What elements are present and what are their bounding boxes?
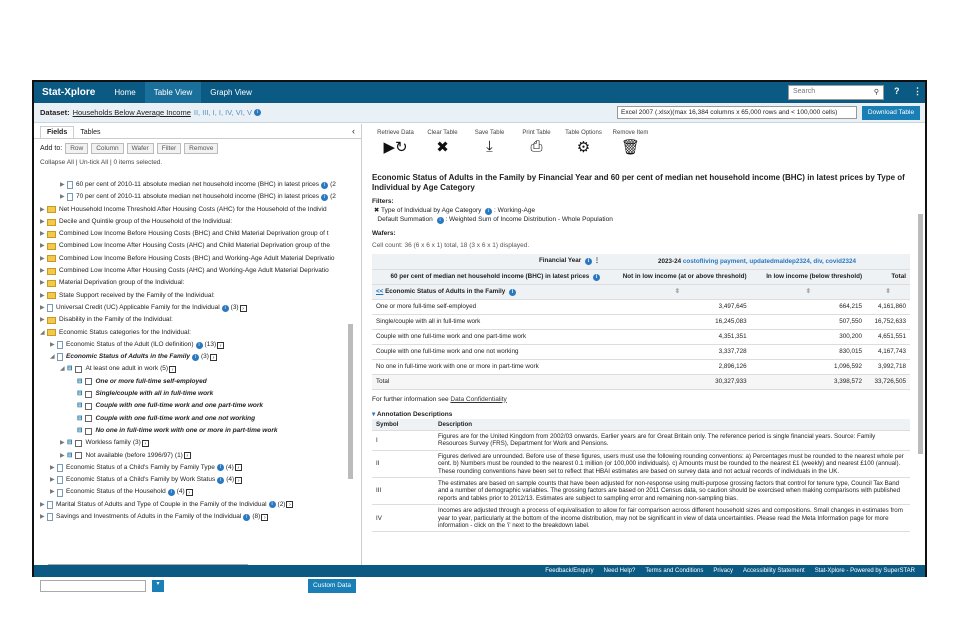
toolbar-button[interactable] <box>466 130 513 170</box>
equals-icon: ⊟ <box>77 402 83 410</box>
arrow-right-icon[interactable]: › <box>235 477 242 484</box>
download-table-button[interactable]: Download Table <box>862 106 920 120</box>
checkbox[interactable] <box>85 378 92 385</box>
financial-year-tags: costofliving payment, updatedmaldep2324, div, covid2324 <box>682 257 856 265</box>
table-cell[interactable]: 3,992,718 <box>866 359 910 374</box>
column-header[interactable]: Total <box>866 269 910 284</box>
table-cell[interactable]: 4,167,743 <box>866 344 910 359</box>
table-cell[interactable]: 1,096,592 <box>751 359 866 374</box>
print-table-icon[interactable]: ⎙ <box>530 138 543 155</box>
row-label[interactable]: Total <box>372 374 604 389</box>
annotation-symbol: IV <box>372 505 434 532</box>
tree-item[interactable] <box>40 339 348 351</box>
table-cell[interactable]: 16,752,633 <box>866 314 910 329</box>
arrow-right-icon[interactable]: › <box>186 489 193 496</box>
tree-item-label: 60 per cent of 2010-11 absolute median net household income (BHC) in latest prices <box>76 181 320 188</box>
annotation-symbol: II <box>372 450 434 477</box>
footer-link[interactable]: Stat-Xplore - Powered by SuperSTAR <box>814 568 915 574</box>
tree-item[interactable] <box>40 462 348 474</box>
tree-item-label: Marital Status of Adults and Type of Couple in the Family of the Individual <box>56 500 267 508</box>
collapse-icon[interactable]: ◢ <box>60 366 65 373</box>
info-icon[interactable]: i <box>593 274 600 281</box>
table-row <box>372 314 910 329</box>
sort-icon[interactable]: ⬍ <box>751 284 866 299</box>
item-count: (4) <box>176 488 185 496</box>
footer-link[interactable]: Accessibility Statement <box>743 568 805 574</box>
row-label[interactable]: Couple with one full-time work and one not working <box>372 344 604 359</box>
info-icon[interactable]: i <box>222 305 229 312</box>
tab-tables[interactable]: Tables <box>80 129 101 136</box>
annotation-description: Incomes are adjusted through a process of equivalisation to allow for fair comparison across different household sizes and compositions. Small changes in estimates from year to year, particularly at the bottom of the income distribution, may not be significant in view of data uncertainties. Please read the Meta Information page for more information - click on the 'i' next to the breakdown label. <box>434 505 910 532</box>
document-icon <box>47 501 53 509</box>
annotation-row <box>372 505 910 532</box>
arrow-right-icon[interactable]: › <box>217 342 224 349</box>
item-count: (3) <box>132 439 141 447</box>
table-cell[interactable]: 3,337,728 <box>604 344 751 359</box>
financial-year-value: 2023-24 <box>658 257 682 265</box>
folder-icon <box>47 329 56 336</box>
filters-label: Filters: <box>372 198 394 205</box>
folder-icon <box>47 219 56 226</box>
add-to-label: Add to: <box>40 145 63 152</box>
expand-icon[interactable]: ▶ <box>40 501 45 508</box>
checkbox[interactable] <box>75 366 82 373</box>
item-count: (4) <box>226 476 235 484</box>
info-icon[interactable]: i <box>509 289 516 296</box>
tree-item[interactable] <box>40 499 348 511</box>
table-scrollbar[interactable] <box>918 214 923 454</box>
add-column-button[interactable]: Column <box>91 143 123 154</box>
table-row <box>372 344 910 359</box>
table-panel <box>364 124 925 565</box>
table-toolbar <box>364 124 925 170</box>
tree-item[interactable] <box>40 450 348 462</box>
column-header[interactable]: In low income (below threshold) <box>751 269 866 284</box>
toolbar-button[interactable] <box>560 130 607 170</box>
arrow-right-icon[interactable]: › <box>261 514 268 521</box>
tree-item-label: At least one adult in work <box>85 365 159 373</box>
info-icon[interactable]: i <box>196 342 203 349</box>
item-count: (2) <box>277 500 286 508</box>
item-count: (1) <box>174 451 183 459</box>
expand-icon[interactable]: ▶ <box>40 514 45 521</box>
remove-item-icon[interactable]: 🗑 <box>620 139 641 156</box>
expand-icon[interactable]: ▶ <box>60 440 65 447</box>
nav-home[interactable]: Home <box>114 88 136 97</box>
tree-item-label: Economic Status of the Household <box>66 488 166 496</box>
toolbar-button-label: Save Table <box>474 130 505 136</box>
table-cell[interactable]: 664,215 <box>751 299 866 314</box>
footer-link[interactable]: Privacy <box>713 568 734 574</box>
tree-item[interactable] <box>40 277 348 289</box>
custom-data-input[interactable] <box>40 580 146 592</box>
tab-fields[interactable]: Fields <box>40 126 74 138</box>
top-nav-bar <box>34 82 925 103</box>
row-label[interactable]: No one in full-time work with one or more in part-time work <box>372 359 604 374</box>
filter-summation-value: : Weighted Sum of Income Distribution - Whole Population <box>445 216 613 223</box>
expand-icon[interactable]: ▶ <box>40 280 45 287</box>
tree-item[interactable] <box>40 240 348 252</box>
annotation-row <box>372 477 910 504</box>
tree-item-label: 70 per cent of 2010-11 absolute median net household income (BHC) in latest prices <box>76 193 320 201</box>
tree-item[interactable] <box>40 351 348 363</box>
row-dimension-label[interactable]: Economic Status of Adults in the Family <box>385 287 506 295</box>
table-cell[interactable]: 4,351,351 <box>604 329 751 344</box>
nav-table-view[interactable]: Table View <box>145 82 202 103</box>
document-icon <box>47 304 53 312</box>
toolbar-button[interactable] <box>419 130 466 170</box>
info-icon[interactable]: i <box>321 194 328 201</box>
checkbox[interactable] <box>85 428 92 435</box>
document-icon <box>57 489 63 497</box>
item-count: (2 <box>330 193 336 201</box>
info-icon[interactable]: i <box>168 489 175 496</box>
tree-item[interactable] <box>40 290 348 302</box>
tree-item-label: Not available (before 1996/97) <box>85 451 173 459</box>
tree-item-label: Single/couple with all in full-time work <box>95 390 214 398</box>
toolbar-button[interactable] <box>372 130 419 170</box>
equals-icon: ⊟ <box>77 426 83 434</box>
tree-item-label: Combined Low Income Before Housing Costs (BHC) and Child Material Deprivation group of t <box>59 230 329 238</box>
table-row <box>372 299 910 314</box>
remove-button[interactable]: Remove <box>184 143 218 154</box>
annotations-heading[interactable]: Annotation Descriptions <box>376 410 453 418</box>
tree-item-label: Economic Status of a Child's Family by Work Status <box>66 476 216 484</box>
info-icon[interactable]: i <box>217 464 224 471</box>
toolbar-button-label: Clear Table <box>427 130 458 136</box>
document-icon <box>67 181 73 189</box>
retrieve-data-icon[interactable]: ▶↻ <box>383 139 408 156</box>
tree-item[interactable] <box>40 400 348 412</box>
info-icon[interactable]: i <box>321 182 328 189</box>
expand-icon[interactable]: ▶ <box>40 304 45 311</box>
equals-icon: ⊟ <box>67 365 73 373</box>
footer-link[interactable]: Need Help? <box>603 568 636 574</box>
tree-item-label: Net Household Income Threshold After Housing Costs (AHC) for the Household of the Individ <box>59 205 327 213</box>
panel-tabs <box>34 124 361 139</box>
folder-icon <box>47 280 56 287</box>
expand-icon[interactable]: ▶ <box>40 218 45 225</box>
financial-year-label[interactable]: Financial Year <box>538 257 582 265</box>
table-cell[interactable]: 300,200 <box>751 329 866 344</box>
symbol-header[interactable]: Symbol <box>372 419 434 431</box>
expand-icon[interactable]: ▶ <box>40 255 45 262</box>
table-cell[interactable]: 3,398,572 <box>751 374 866 389</box>
annotation-row <box>372 430 910 450</box>
table-row <box>372 359 910 374</box>
table-header-row: Financial Year i ⋮ 2023-24 costofliving payment, updatedmaldep2324, div, covid2324 <box>372 254 910 269</box>
collapse-all-links[interactable]: Collapse All | Un-tick All | 0 items selected. <box>40 159 163 166</box>
folder-icon <box>47 206 56 213</box>
arrow-right-icon[interactable]: › <box>184 452 191 459</box>
tree-item[interactable] <box>40 363 348 375</box>
footer-bar <box>34 565 925 577</box>
tree-item-label: Material Deprivation group of the Individual: <box>59 279 185 287</box>
table-cell[interactable]: 30,327,933 <box>604 374 751 389</box>
toolbar-button-label: Table Options <box>565 130 602 136</box>
tree-item[interactable] <box>40 314 348 326</box>
tree-item[interactable] <box>40 425 348 437</box>
footer-link[interactable]: Feedback/Enquiry <box>545 568 594 574</box>
equals-icon: ⊟ <box>77 377 83 385</box>
arrow-right-icon[interactable]: › <box>286 501 293 508</box>
tree-item[interactable] <box>40 204 348 216</box>
expand-icon[interactable]: ▶ <box>40 292 45 299</box>
toolbar-button[interactable] <box>513 130 560 170</box>
tree-item[interactable] <box>40 486 348 498</box>
app-window <box>32 80 927 589</box>
item-count: (5) <box>160 365 169 373</box>
document-icon <box>57 353 63 361</box>
annotation-symbol: I <box>372 430 434 450</box>
help-icon[interactable]: ? <box>894 86 900 96</box>
checkbox[interactable] <box>75 440 82 447</box>
annotation-description: The estimates are based on sample counts that have been adjusted for non-response using multi-purpose grossing factors that control for tenure type, Council Tax Band and a number of demographic variables. The grossing factors are based on 2011 Census data, so caution should be exercised when making comparisons with published reports and tables prior to 2012/13. Estimates are subject to sampling error and remaining non-sampling bias. <box>434 477 910 504</box>
expand-icon[interactable]: ▶ <box>40 206 45 213</box>
confidentiality-text: For further information see <box>372 395 449 403</box>
income-dimension-label[interactable]: 60 per cent of median net household income (BHC) in latest prices <box>390 272 590 280</box>
document-icon <box>57 341 63 349</box>
expand-icon[interactable]: ▶ <box>40 243 45 250</box>
chevron-down-icon[interactable]: ▾ <box>372 410 376 418</box>
tree-item[interactable] <box>40 437 348 449</box>
tree-item-label: Economic Status of Adults in the Family <box>66 353 190 361</box>
checkbox[interactable] <box>75 452 82 459</box>
annotation-description: Figures are for the United Kingdom from 2002/03 onwards. Earlier years are for Great Britain only. The reference period is single financial years. Source: Family Resources Survey (FRS), Department for Work and Pensions. <box>434 430 910 450</box>
tree-item[interactable] <box>40 327 348 339</box>
wafers-label: Wafers: <box>372 230 396 237</box>
toolbar-button[interactable] <box>607 130 654 170</box>
dataset-label: Dataset: <box>40 108 70 117</box>
tree-item[interactable] <box>40 413 348 425</box>
add-filter-button[interactable]: Filter <box>157 143 181 154</box>
dataset-name-link[interactable]: Households Below Average Income <box>72 108 191 117</box>
field-tree <box>40 179 348 569</box>
confidentiality-link[interactable]: Data Confidentiality <box>450 395 507 403</box>
table-cell[interactable]: 33,726,505 <box>866 374 910 389</box>
folder-icon <box>47 243 56 250</box>
folder-icon <box>47 292 56 299</box>
column-header[interactable]: Not in low income (at or above threshold) <box>604 269 751 284</box>
arrow-right-icon[interactable]: › <box>210 354 217 361</box>
expand-icon[interactable]: ▶ <box>40 268 45 275</box>
item-count: (8) <box>252 513 261 521</box>
table-options-icon[interactable]: ⚙ <box>576 139 591 156</box>
toolbar-button-label: Remove Item <box>612 130 649 136</box>
chevron-down-icon[interactable]: ▾ <box>152 580 164 592</box>
dataset-waves: II, III, I, I, IV, VI, V <box>193 108 252 117</box>
info-icon[interactable]: i <box>437 217 444 224</box>
brand-logo[interactable]: Stat-Xplore <box>42 87 96 98</box>
tree-item-label: Decile and Quintile group of the Household of the Individual: <box>59 217 233 225</box>
table-cell[interactable]: 3,497,645 <box>604 299 751 314</box>
tree-item-label: Disability in the Family of the Individual: <box>59 316 173 324</box>
table-cell[interactable]: 4,651,551 <box>866 329 910 344</box>
clear-table-icon[interactable]: ✖ <box>436 139 449 156</box>
table-header-row <box>372 269 910 284</box>
annotation-row <box>372 450 910 477</box>
expand-icon[interactable]: ▶ <box>60 182 65 188</box>
save-table-icon[interactable]: ⤓ <box>486 138 493 155</box>
annotation-symbol: III <box>372 477 434 504</box>
arrow-right-icon[interactable]: › <box>235 464 242 471</box>
table-cell[interactable]: 2,896,126 <box>604 359 751 374</box>
document-icon <box>67 193 73 201</box>
more-menu-icon[interactable]: ⋮ <box>913 86 922 96</box>
tree-item-label: One or more full-time self-employed <box>95 377 207 385</box>
tree-item-label: Combined Low Income After Housing Costs (AHC) and Working-Age Adult Material Deprivatio <box>59 267 329 275</box>
item-count: (3) <box>230 303 239 311</box>
nav-graph-view[interactable]: Graph View <box>210 88 252 97</box>
expand-icon[interactable]: ▶ <box>50 341 55 348</box>
tree-item-label: Economic Status of a Child's Family by Family Type <box>66 463 215 471</box>
tree-item[interactable] <box>40 253 348 265</box>
row-label[interactable]: Single/couple with all in full-time work <box>372 314 604 329</box>
tree-item[interactable] <box>40 179 348 191</box>
search-input[interactable]: Search ⚲ <box>788 85 884 100</box>
checkbox[interactable] <box>85 403 92 410</box>
tree-item-label: Combined Low Income Before Housing Costs (BHC) and Working-Age Adult Material Deprivatio <box>59 254 335 262</box>
tree-item-label: Combined Low Income After Housing Costs (AHC) and Child Material Deprivation group of the <box>59 242 330 250</box>
add-wafer-button[interactable]: Wafer <box>127 143 154 154</box>
document-icon <box>47 513 53 521</box>
info-icon[interactable]: i <box>217 477 224 484</box>
table-row <box>372 374 910 389</box>
tree-item[interactable] <box>40 216 348 228</box>
tree-item-label: Workless family <box>85 439 131 447</box>
arrow-right-icon[interactable]: › <box>142 440 149 447</box>
results-table <box>372 254 910 390</box>
table-header-row <box>372 284 910 299</box>
folder-icon <box>47 317 56 324</box>
tree-item[interactable] <box>40 191 348 203</box>
tree-item-label: Economic Status of the Adult (ILO definition) <box>66 340 194 348</box>
table-cell[interactable]: 830,015 <box>751 344 866 359</box>
download-format-select[interactable]: Excel 2007 (.xlsx)(max 16,384 columns x 65,000 rows and < 100,000 cells) <box>617 106 857 119</box>
item-count: (2 <box>330 181 336 188</box>
tree-item-label: Couple with one full-time work and one not working <box>95 414 256 422</box>
expand-icon[interactable]: ▶ <box>40 317 45 324</box>
expand-icon[interactable]: ▶ <box>50 489 55 496</box>
arrow-right-icon[interactable]: › <box>240 305 247 312</box>
description-header[interactable]: Description <box>434 419 910 431</box>
tree-item[interactable] <box>40 388 348 400</box>
annotations-table <box>372 419 910 533</box>
checkbox[interactable] <box>85 415 92 422</box>
expand-icon[interactable]: ▶ <box>60 194 65 201</box>
cell-count: Cell count: 36 (6 x 6 x 1) total, 18 (3 x 6 x 1) displayed. <box>372 242 530 249</box>
filter-age-value: : Working-Age <box>494 207 536 214</box>
toolbar-button-label: Print Table <box>522 130 551 136</box>
table-title: Economic Status of Adults in the Family by Financial Year and 60 per cent of median net household income (BHC) in latest prices by Type of Individual by Age Category <box>372 173 905 192</box>
document-icon <box>57 464 63 472</box>
folder-icon <box>47 255 56 262</box>
table-header-row <box>372 419 910 431</box>
close-icon[interactable]: ✖ <box>373 207 380 214</box>
table-cell[interactable]: 4,161,860 <box>866 299 910 314</box>
tree-item-label: Couple with one full-time work and one part-time work <box>95 402 264 410</box>
info-icon[interactable]: i <box>585 258 592 265</box>
info-icon[interactable]: i <box>192 354 199 361</box>
row-label[interactable]: Couple with one full-time work and one part-time work <box>372 329 604 344</box>
custom-data-button[interactable]: Custom Data <box>308 579 356 593</box>
filter-summation[interactable]: Default Summation <box>377 216 433 223</box>
tree-scrollbar[interactable] <box>348 324 353 479</box>
equals-icon: ⊟ <box>77 414 83 422</box>
tree-item[interactable] <box>40 265 348 277</box>
collapse-panel-icon[interactable]: ‹ <box>352 126 355 136</box>
item-count: (3) <box>201 353 209 361</box>
tree-item-label: State Support received by the Family of the Individual: <box>59 291 215 299</box>
expand-icon[interactable]: ▶ <box>50 477 55 484</box>
tree-item-label: Economic Status categories for the Individual: <box>59 328 191 336</box>
swap-axis-link[interactable]: << <box>376 287 384 295</box>
expand-icon[interactable]: ▶ <box>60 452 65 459</box>
tree-item[interactable] <box>40 302 348 314</box>
tree-item[interactable] <box>40 511 348 523</box>
info-icon[interactable]: i <box>485 208 492 215</box>
add-to-toolbar <box>34 139 361 158</box>
folder-icon <box>47 231 56 238</box>
tree-item-label: No one in full-time work with one or more in part-time work <box>95 426 278 434</box>
sort-icon[interactable]: ⬍ <box>604 284 751 299</box>
add-row-button[interactable]: Row <box>65 143 88 154</box>
table-row <box>372 329 910 344</box>
tree-item[interactable] <box>40 228 348 240</box>
footer-link[interactable]: Terms and Conditions <box>645 568 704 574</box>
equals-icon: ⊟ <box>67 451 73 459</box>
table-cell[interactable]: 507,550 <box>751 314 866 329</box>
search-icon[interactable]: ⚲ <box>873 89 879 96</box>
checkbox[interactable] <box>85 391 92 398</box>
table-cell[interactable]: 16,245,083 <box>604 314 751 329</box>
collapse-icon[interactable]: ◢ <box>50 354 55 361</box>
tree-item[interactable] <box>40 474 348 486</box>
toolbar-button-label: Retrieve Data <box>377 130 414 136</box>
collapse-icon[interactable]: ◢ <box>40 329 45 336</box>
tree-item-label: Savings and Investments of Adults in the Family of the Individual <box>56 513 242 521</box>
expand-icon[interactable]: ▶ <box>40 231 45 238</box>
sort-icon[interactable]: ⬍ <box>866 284 910 299</box>
item-count: (13) <box>204 340 217 348</box>
document-icon <box>57 476 63 484</box>
item-count: (4) <box>225 463 234 471</box>
equals-icon: ⊟ <box>67 439 73 447</box>
info-icon[interactable]: i <box>254 109 261 116</box>
info-icon[interactable]: i <box>269 501 276 508</box>
fields-panel <box>34 124 362 589</box>
folder-icon <box>47 268 56 275</box>
tree-item-label: Universal Credit (UC) Applicable Family for the Individual <box>56 303 220 311</box>
tree-item[interactable] <box>40 376 348 388</box>
row-label[interactable]: One or more full-time self-employed <box>372 299 604 314</box>
arrow-right-icon[interactable]: › <box>169 366 176 373</box>
dataset-bar <box>34 103 925 123</box>
filter-age-category[interactable]: Type of Individual by Age Category <box>380 207 482 214</box>
annotation-description: Figures derived are unrounded. Before use of these figures, users must use the following rounding conventions: a) Percentages must be rounded to the nearest whole per cent. b) Numbers must be rounded to the nearest 0.1 million (or 100,000 individuals). c) Amounts must be rounded to the nearest £1 (weekly) and nearest £100 (annual). These rounding conventions have been set to reflect that HBAI estimates are based on survey data and not actual records of individuals in the UK. <box>434 450 910 477</box>
info-icon[interactable]: i <box>243 514 250 521</box>
equals-icon: ⊟ <box>77 390 83 398</box>
expand-icon[interactable]: ▶ <box>50 464 55 471</box>
